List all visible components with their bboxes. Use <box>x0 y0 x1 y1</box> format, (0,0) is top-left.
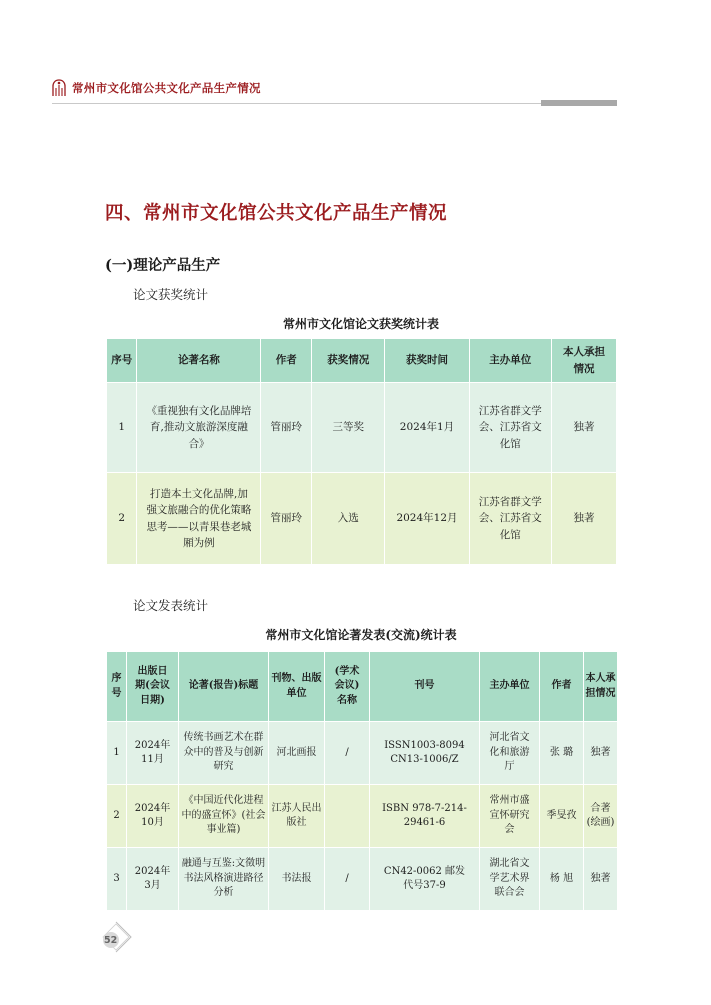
cell-issn: ISBN 978-7-214-29461-6 <box>370 785 480 848</box>
publish-label: 论文发表统计 <box>133 598 209 613</box>
cell-issn: ISSN1003-8094 CN13-1006/Z <box>370 722 480 785</box>
cell-title: 融通与互鉴:文徵明书法风格演进路径分析 <box>179 848 269 911</box>
col-header-issn: 刊号 <box>370 652 480 722</box>
publish-table-caption: 常州市文化馆论著发表(交流)统计表 <box>265 628 457 642</box>
cell-date: 2024年10月 <box>127 785 179 848</box>
col-header-role: 本人承担情况 <box>584 652 618 722</box>
award-table-caption: 常州市文化馆论文获奖统计表 <box>282 317 439 331</box>
cell-conference: / <box>325 722 370 785</box>
col-header-organizer: 主办单位 <box>480 652 540 722</box>
header-rule-accent <box>541 100 617 106</box>
cell-organizer: 常州市盛宣怀研究会 <box>480 785 540 848</box>
cell-title: 传统书画艺术在群众中的普及与创新研究 <box>179 722 269 785</box>
cultural-center-logo-icon <box>52 79 66 97</box>
running-header-title: 常州市文化馆公共文化产品生产情况 <box>72 81 261 95</box>
cell-author: 季旻孜 <box>540 785 584 848</box>
cell-title: 《重视独有文化品牌培育,推动文旅游深度融合》 <box>137 383 261 473</box>
cell-index: 1 <box>107 722 127 785</box>
col-header-index: 序号 <box>107 652 127 722</box>
cell-award: 三等奖 <box>312 383 385 473</box>
cell-award: 入选 <box>312 473 385 565</box>
col-header-organizer: 主办单位 <box>469 339 551 383</box>
cell-index: 1 <box>107 383 137 473</box>
award-label: 论文获奖统计 <box>133 287 209 302</box>
cell-author: 张 璐 <box>540 722 584 785</box>
cell-publisher: 书法报 <box>269 848 325 911</box>
cell-author: 管丽玲 <box>261 383 312 473</box>
col-header-award-date: 获奖时间 <box>385 339 469 383</box>
cell-publisher: 江苏人民出版社 <box>269 785 325 848</box>
cell-organizer: 江苏省群文学会、江苏省文化馆 <box>469 473 551 565</box>
table-row <box>107 848 618 911</box>
cell-award-date: 2024年12月 <box>385 473 469 565</box>
cell-role: 独著 <box>551 473 616 565</box>
col-header-author: 作者 <box>261 339 312 383</box>
table-row <box>107 383 617 473</box>
award-table <box>106 338 617 565</box>
cell-index: 3 <box>107 848 127 911</box>
cell-date: 2024年3月 <box>127 848 179 911</box>
table-row <box>107 785 618 848</box>
cell-conference <box>325 785 370 848</box>
col-header-award: 获奖情况 <box>312 339 385 383</box>
section-title: 四、常州市文化馆公共文化产品生产情况 <box>105 203 448 224</box>
cell-index: 2 <box>107 473 137 565</box>
col-header-title: 论著名称 <box>137 339 261 383</box>
cell-award-date: 2024年1月 <box>385 383 469 473</box>
cell-role: 独著 <box>584 848 618 911</box>
col-header-date: 出版日期(会议日期) <box>127 652 179 722</box>
cell-index: 2 <box>107 785 127 848</box>
publish-table <box>106 651 618 911</box>
cell-issn: CN42-0062 邮发代号37-9 <box>370 848 480 911</box>
cell-date: 2024年11月 <box>127 722 179 785</box>
col-header-title: 论著(报告)标题 <box>179 652 269 722</box>
cell-organizer: 河北省文化和旅游厅 <box>480 722 540 785</box>
table-row <box>107 473 617 565</box>
cell-role: 独著 <box>584 722 618 785</box>
col-header-publisher: 刊物、出版单位 <box>269 652 325 722</box>
cell-organizer: 湖北省文学艺术界联合会 <box>480 848 540 911</box>
col-header-author: 作者 <box>540 652 584 722</box>
col-header-role: 本人承担情况 <box>551 339 616 383</box>
cell-title: 打造本土文化品牌,加强文旅融合的优化策略思考——以青果巷老城厢为例 <box>137 473 261 565</box>
cell-conference: / <box>325 848 370 911</box>
cell-role: 合著(绘画) <box>584 785 618 848</box>
col-header-index: 序号 <box>107 339 137 383</box>
cell-organizer: 江苏省群文学会、江苏省文化馆 <box>469 383 551 473</box>
table-row <box>107 722 618 785</box>
cell-author: 杨 旭 <box>540 848 584 911</box>
page-number: 52 <box>104 935 118 946</box>
col-header-conference: (学术会议)名称 <box>325 652 370 722</box>
cell-publisher: 河北画报 <box>269 722 325 785</box>
subsection-title: (一)理论产品生产 <box>105 257 221 274</box>
cell-role: 独著 <box>551 383 616 473</box>
cell-title: 《中国近代化进程中的盛宣怀》(社会事业篇) <box>179 785 269 848</box>
cell-author: 管丽玲 <box>261 473 312 565</box>
header-rule <box>52 103 542 104</box>
